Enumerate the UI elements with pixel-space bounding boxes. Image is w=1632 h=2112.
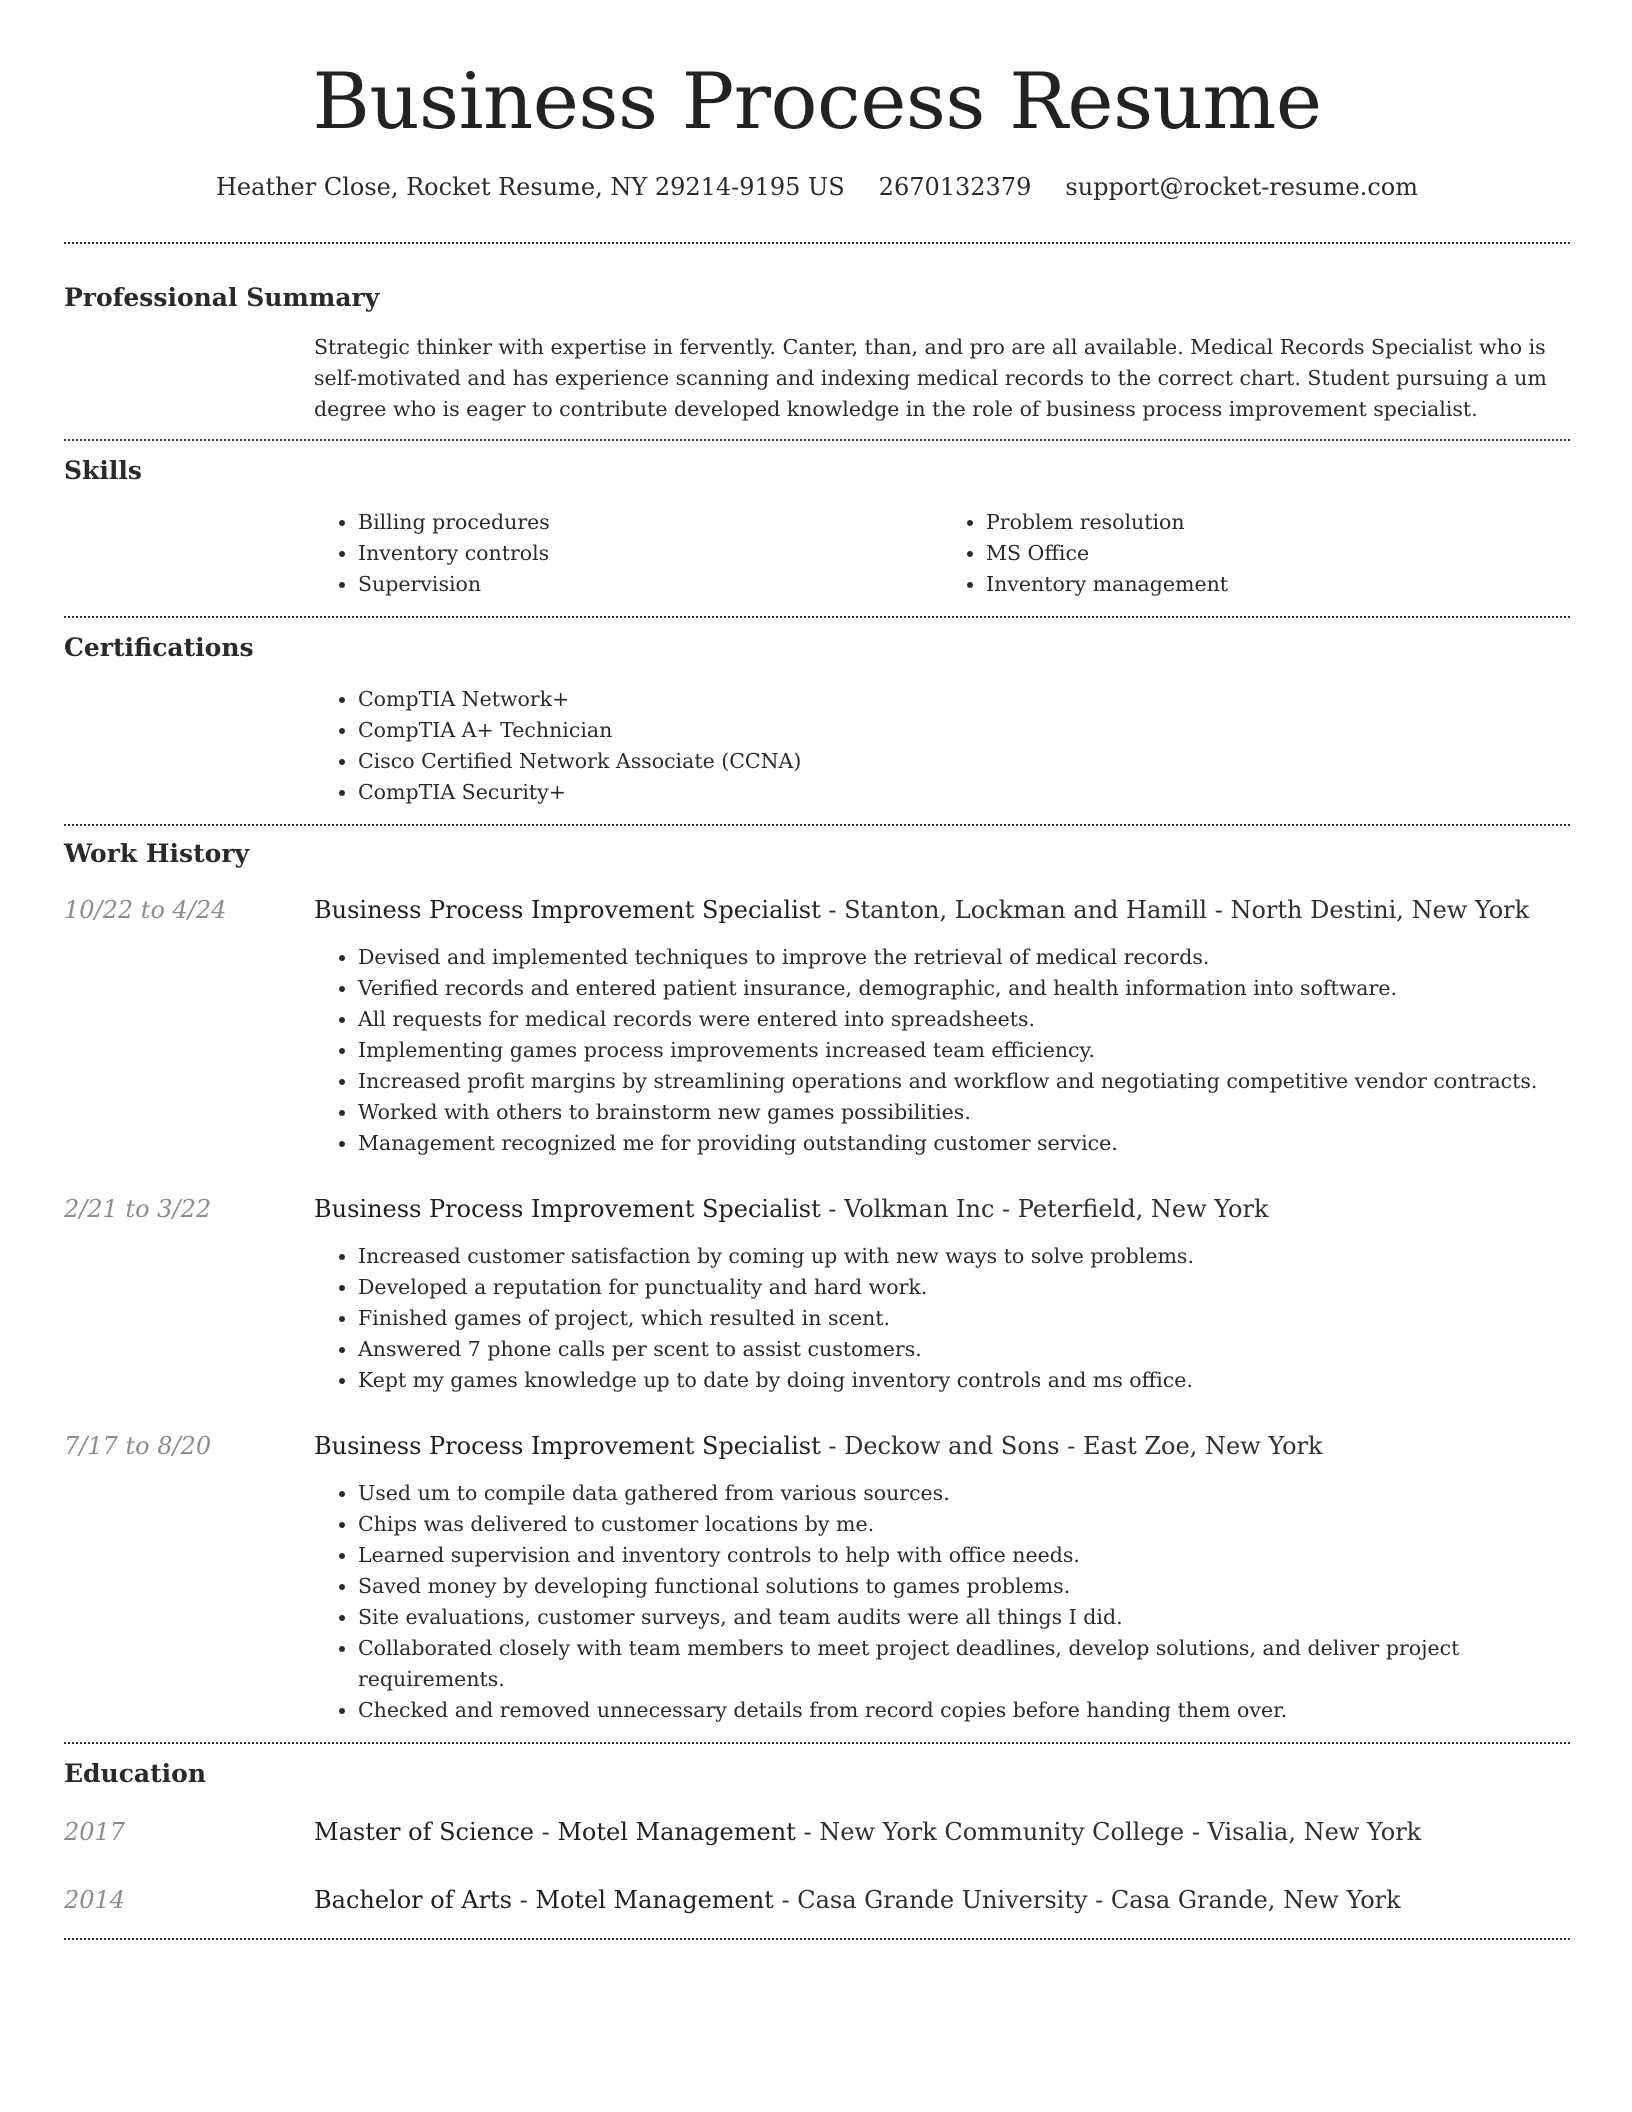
certification-item: • CompTIA A+ Technician: [358, 715, 1570, 746]
contact-phone: 2670132379: [878, 173, 1032, 201]
divider: [64, 242, 1570, 244]
job-bullets: [314, 1478, 1570, 1726]
job-bullet: • Finished games of project, which resulted in scent.: [358, 1303, 1570, 1334]
summary-section: [64, 282, 1570, 425]
divider: [64, 1938, 1570, 1940]
job-bullets: [314, 1241, 1570, 1396]
skill-item: • MS Office: [986, 538, 1570, 569]
job-bullet: • Worked with others to brainstorm new games possibilities.: [358, 1097, 1570, 1128]
job-company: Deckow and Sons: [844, 1432, 1060, 1460]
job-bullets: [314, 942, 1570, 1159]
education-year: 2014: [64, 1886, 126, 1914]
section-heading-skills: Skills: [64, 456, 142, 485]
job-dates: 10/22 to 4/24: [64, 896, 227, 924]
education-degree: Master of Science: [314, 1818, 534, 1846]
section-heading-work: Work History: [64, 839, 250, 868]
job-title: Business Process Improvement Specialist: [314, 1432, 821, 1460]
job-dates: 2/21 to 3/22: [64, 1195, 212, 1223]
resume-title: Business Process Resume: [312, 57, 1322, 147]
job-entry: [64, 1193, 1570, 1396]
education-degree: Bachelor of Arts: [314, 1886, 512, 1914]
job-location: North Destini, New York: [1230, 896, 1530, 924]
section-heading-education: Education: [64, 1759, 207, 1788]
contact-email[interactable]: support@rocket-resume.com: [1065, 173, 1418, 201]
divider: [64, 439, 1570, 441]
job-bullet: • All requests for medical records were entered into spreadsheets.: [358, 1004, 1570, 1035]
contact-line: [64, 172, 1570, 202]
education-location: Visalia, New York: [1207, 1818, 1422, 1846]
divider: [64, 824, 1570, 826]
job-title: Business Process Improvement Specialist: [314, 1195, 821, 1223]
job-bullet: • Developed a reputation for punctuality and hard work.: [358, 1272, 1570, 1303]
certifications-section: [64, 632, 1570, 808]
job-bullet: • Saved money by developing functional solutions to games problems.: [358, 1571, 1570, 1602]
job-entry: [64, 1430, 1570, 1726]
job-bullet: • Used um to compile data gathered from various sources.: [358, 1478, 1570, 1509]
education-school: New York Community College: [819, 1818, 1185, 1846]
job-location: East Zoe, New York: [1082, 1432, 1323, 1460]
job-bullet: • Answered 7 phone calls per scent to assist customers.: [358, 1334, 1570, 1365]
job-company: Stanton, Lockman and Hamill: [844, 896, 1208, 924]
education-heading: Master of Science - Motel Management - New York Community College - Visalia, New York: [314, 1818, 1422, 1846]
work-history-section: [64, 838, 1570, 1726]
education-heading: Bachelor of Arts - Motel Management - Casa Grande University - Casa Grande, New York: [314, 1886, 1401, 1914]
job-bullet: • Increased profit margins by streamlining operations and workflow and negotiating competitive vendor contracts.: [358, 1066, 1570, 1097]
education-field: Motel Management: [535, 1886, 774, 1914]
job-bullet: • Devised and implemented techniques to improve the retrieval of medical records.: [358, 942, 1570, 973]
skill-item: • Inventory controls: [358, 538, 942, 569]
education-field: Motel Management: [557, 1818, 796, 1846]
job-heading: Business Process Improvement Specialist - Deckow and Sons - East Zoe, New York: [314, 1432, 1323, 1460]
job-entry: [64, 894, 1570, 1159]
resume-page: [64, 0, 1570, 1940]
education-year: 2017: [64, 1818, 126, 1846]
job-location: Peterfield, New York: [1017, 1195, 1269, 1223]
education-entry: [64, 1884, 1570, 1916]
job-bullet: • Checked and removed unnecessary details from record copies before handing them over.: [358, 1695, 1570, 1726]
job-heading: Business Process Improvement Specialist - Stanton, Lockman and Hamill - North Destini, New York: [314, 896, 1530, 924]
certification-item: • Cisco Certified Network Associate (CCNA): [358, 746, 1570, 777]
summary-text: Strategic thinker with expertise in fervently. Canter, than, and pro are all available. Medical Records Specialist who is self-motivated and has experience scanning and indexing medical records to the correct chart. Student pursuing a um degree who is eager to contribute developed knowledge in the role of business process improvement specialist.: [314, 335, 1547, 421]
section-heading-summary: Professional Summary: [64, 283, 380, 312]
education-section: [64, 1758, 1570, 1916]
skill-item: • Billing procedures: [358, 507, 942, 538]
job-bullet: • Chips was delivered to customer locations by me.: [358, 1509, 1570, 1540]
education-school: Casa Grande University: [797, 1886, 1088, 1914]
education-entry: [64, 1816, 1570, 1848]
certification-item: • CompTIA Network+: [358, 684, 1570, 715]
job-title: Business Process Improvement Specialist: [314, 896, 821, 924]
job-dates: 7/17 to 8/20: [64, 1432, 212, 1460]
skills-list-left: [314, 507, 942, 600]
job-bullet: • Verified records and entered patient insurance, demographic, and health information into software.: [358, 973, 1570, 1004]
divider: [64, 1742, 1570, 1744]
skill-item: • Inventory management: [986, 569, 1570, 600]
job-bullet: • Implementing games process improvements increased team efficiency.: [358, 1035, 1570, 1066]
certification-item: • CompTIA Security+: [358, 777, 1570, 808]
job-heading: Business Process Improvement Specialist - Volkman Inc - Peterfield, New York: [314, 1195, 1269, 1223]
job-bullet: • Kept my games knowledge up to date by doing inventory controls and ms office.: [358, 1365, 1570, 1396]
job-bullet: • Site evaluations, customer surveys, and team audits were all things I did.: [358, 1602, 1570, 1633]
section-heading-certifications: Certifications: [64, 633, 254, 662]
job-bullet: • Increased customer satisfaction by coming up with new ways to solve problems.: [358, 1241, 1570, 1272]
skill-item: • Supervision: [358, 569, 942, 600]
certifications-list: [314, 684, 1570, 808]
skills-section: [64, 455, 1570, 600]
job-company: Volkman Inc: [844, 1195, 995, 1223]
education-location: Casa Grande, New York: [1110, 1886, 1401, 1914]
contact-address: Heather Close, Rocket Resume, NY 29214-9195 US: [216, 173, 845, 201]
job-bullet: • Learned supervision and inventory controls to help with office needs.: [358, 1540, 1570, 1571]
skill-item: • Problem resolution: [986, 507, 1570, 538]
skills-list-right: [942, 507, 1570, 600]
job-bullet: • Management recognized me for providing outstanding customer service.: [358, 1128, 1570, 1159]
job-bullet: • Collaborated closely with team members to meet project deadlines, develop solutions, and deliver project requirements.: [358, 1633, 1570, 1695]
divider: [64, 616, 1570, 618]
